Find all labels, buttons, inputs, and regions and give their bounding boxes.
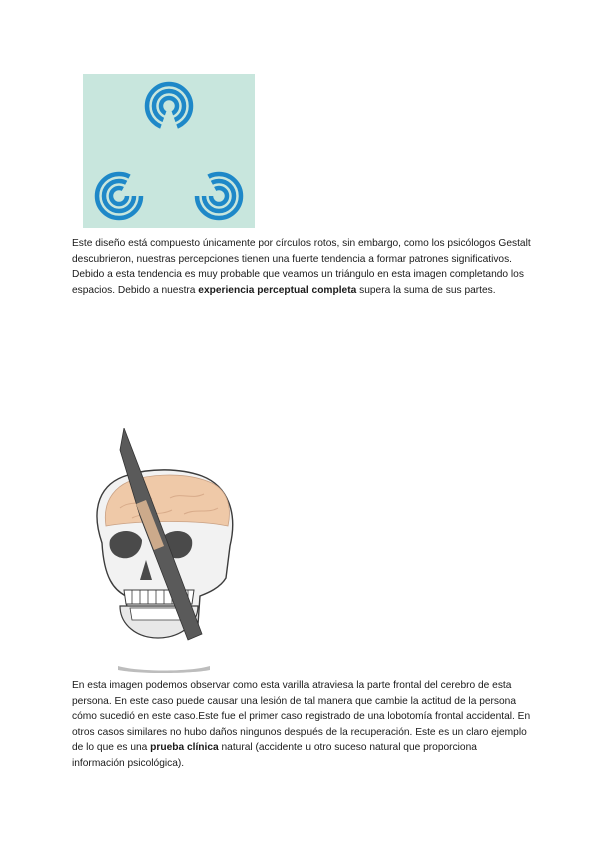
bold-term: prueba clínica — [150, 742, 219, 754]
paragraph-text: Este diseño está compuesto únicamente por círculos rotos, sin embargo, como los psicólogos Gestalt descubrieron, nuestras percepciones tienen una fuerte tendencia a formar patrones significativos. Debido a esta tendencia es muy probable que veamos un triángulo en esta imagen completando los espacios. Debido a nuestra — [72, 238, 531, 296]
skull-with-rod-figure — [80, 428, 250, 673]
bold-term: experiencia perceptual completa — [198, 284, 357, 296]
paragraph-gestalt — [72, 236, 532, 298]
paragraph-text: supera la suma de sus partes. — [356, 284, 496, 296]
paragraph-skull — [72, 678, 532, 772]
gestalt-triangle-figure — [83, 74, 255, 228]
paragraph-text: natural (accidente u otro suceso natural que proporciona información psicológica). — [72, 742, 477, 769]
base-shadow — [118, 666, 210, 673]
paragraph-text: En esta imagen podemos observar como esta varilla atraviesa la parte frontal del cerebro de esta persona. En este caso puede causar una lesión de tal manera que cambie la actitud de la persona cómo sucedió en este caso.Este fue el primer caso registrado de una lobotomía frontal accidental. En otros casos similares no hubo daños ningunos después de la recuperación. Este es un claro ejemplo de lo que es una — [72, 680, 531, 754]
